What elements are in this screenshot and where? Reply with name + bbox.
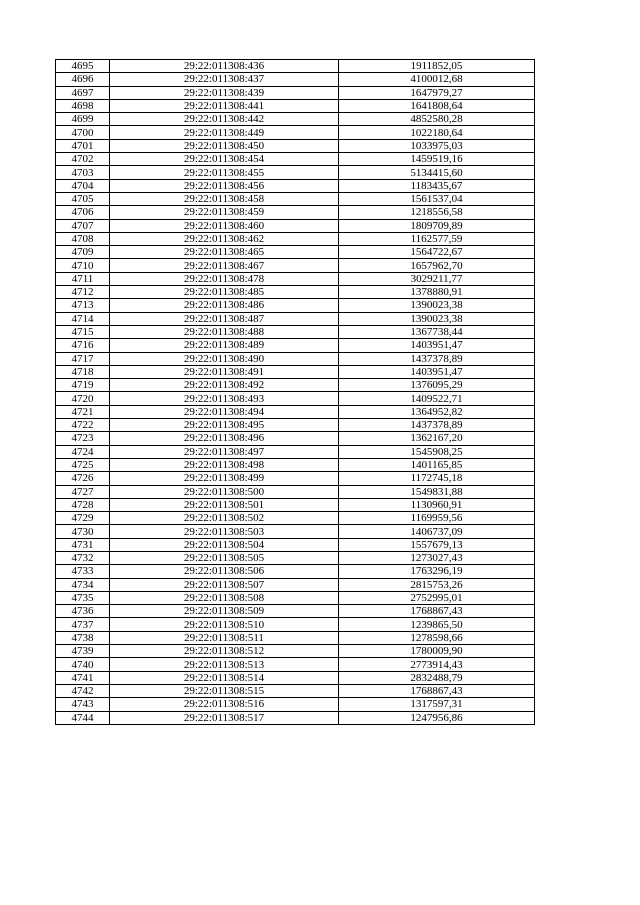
value-cell: 1657962,70	[339, 259, 535, 272]
value-cell: 1564722,67	[339, 246, 535, 259]
cadastral-number-cell: 29:22:011308:467	[110, 259, 339, 272]
table-row	[56, 192, 535, 205]
table-row	[56, 538, 535, 551]
table-row	[56, 684, 535, 697]
cadastral-number-cell: 29:22:011308:465	[110, 246, 339, 259]
cadastral-number-cell: 29:22:011308:517	[110, 711, 339, 724]
table-row	[56, 472, 535, 485]
cadastral-number-cell: 29:22:011308:511	[110, 631, 339, 644]
cadastral-number-cell: 29:22:011308:449	[110, 126, 339, 139]
row-number-cell: 4711	[56, 272, 110, 285]
row-number-cell: 4701	[56, 139, 110, 152]
row-number-cell: 4712	[56, 286, 110, 299]
value-cell: 1459519,16	[339, 153, 535, 166]
row-number-cell: 4735	[56, 591, 110, 604]
row-number-cell: 4723	[56, 432, 110, 445]
value-cell: 1390023,38	[339, 299, 535, 312]
table-row	[56, 86, 535, 99]
value-cell: 1768867,43	[339, 684, 535, 697]
cadastral-number-cell: 29:22:011308:502	[110, 512, 339, 525]
value-cell: 1130960,91	[339, 498, 535, 511]
cadastral-number-cell: 29:22:011308:497	[110, 445, 339, 458]
value-cell: 5134415,60	[339, 166, 535, 179]
value-cell: 1641808,64	[339, 99, 535, 112]
row-number-cell: 4744	[56, 711, 110, 724]
cadastral-number-cell: 29:22:011308:441	[110, 99, 339, 112]
value-cell: 1768867,43	[339, 605, 535, 618]
value-cell: 1033975,03	[339, 139, 535, 152]
value-cell: 1378880,91	[339, 286, 535, 299]
cadastral-number-cell: 29:22:011308:436	[110, 60, 339, 73]
table-row	[56, 339, 535, 352]
row-number-cell: 4733	[56, 565, 110, 578]
row-number-cell: 4704	[56, 179, 110, 192]
cadastral-number-cell: 29:22:011308:510	[110, 618, 339, 631]
cadastral-number-cell: 29:22:011308:490	[110, 352, 339, 365]
cadastral-number-cell: 29:22:011308:478	[110, 272, 339, 285]
row-number-cell: 4731	[56, 538, 110, 551]
table-row	[56, 365, 535, 378]
value-cell: 1317597,31	[339, 698, 535, 711]
row-number-cell: 4714	[56, 312, 110, 325]
row-number-cell: 4743	[56, 698, 110, 711]
table-row	[56, 591, 535, 604]
row-number-cell: 4709	[56, 246, 110, 259]
row-number-cell: 4697	[56, 86, 110, 99]
value-cell: 4100012,68	[339, 73, 535, 86]
row-number-cell: 4727	[56, 485, 110, 498]
value-cell: 1403951,47	[339, 365, 535, 378]
cadastral-number-cell: 29:22:011308:450	[110, 139, 339, 152]
value-cell: 1557679,13	[339, 538, 535, 551]
table-row	[56, 139, 535, 152]
table-row	[56, 299, 535, 312]
table-row	[56, 232, 535, 245]
row-number-cell: 4722	[56, 419, 110, 432]
cadastral-number-cell: 29:22:011308:509	[110, 605, 339, 618]
cadastral-number-cell: 29:22:011308:513	[110, 658, 339, 671]
row-number-cell: 4702	[56, 153, 110, 166]
value-cell: 1401165,85	[339, 458, 535, 471]
row-number-cell: 4706	[56, 206, 110, 219]
value-cell: 1278598,66	[339, 631, 535, 644]
value-cell: 1390023,38	[339, 312, 535, 325]
cadastral-number-cell: 29:22:011308:506	[110, 565, 339, 578]
value-cell: 1218556,58	[339, 206, 535, 219]
cadastral-number-cell: 29:22:011308:455	[110, 166, 339, 179]
table-row	[56, 445, 535, 458]
row-number-cell: 4728	[56, 498, 110, 511]
table-row	[56, 206, 535, 219]
value-cell: 2752995,01	[339, 591, 535, 604]
cadastral-number-cell: 29:22:011308:439	[110, 86, 339, 99]
value-cell: 1406737,09	[339, 525, 535, 538]
table-row	[56, 219, 535, 232]
value-cell: 3029211,77	[339, 272, 535, 285]
row-number-cell: 4741	[56, 671, 110, 684]
value-cell: 4852580,28	[339, 113, 535, 126]
table-row	[56, 179, 535, 192]
table-row	[56, 618, 535, 631]
table-row	[56, 645, 535, 658]
table-row	[56, 458, 535, 471]
value-cell: 2832488,79	[339, 671, 535, 684]
cadastral-number-cell: 29:22:011308:442	[110, 113, 339, 126]
cadastral-number-cell: 29:22:011308:499	[110, 472, 339, 485]
table-row	[56, 325, 535, 338]
table-row	[56, 392, 535, 405]
row-number-cell: 4699	[56, 113, 110, 126]
value-cell: 1437378,89	[339, 419, 535, 432]
cadastral-number-cell: 29:22:011308:496	[110, 432, 339, 445]
cadastral-number-cell: 29:22:011308:454	[110, 153, 339, 166]
value-cell: 1162577,59	[339, 232, 535, 245]
row-number-cell: 4736	[56, 605, 110, 618]
table-row	[56, 246, 535, 259]
value-cell: 1809709,89	[339, 219, 535, 232]
table-row	[56, 698, 535, 711]
table-row	[56, 113, 535, 126]
cadastral-number-cell: 29:22:011308:488	[110, 325, 339, 338]
cadastral-number-cell: 29:22:011308:515	[110, 684, 339, 697]
table-row	[56, 379, 535, 392]
row-number-cell: 4721	[56, 405, 110, 418]
cadastral-number-cell: 29:22:011308:494	[110, 405, 339, 418]
value-cell: 1561537,04	[339, 192, 535, 205]
row-number-cell: 4707	[56, 219, 110, 232]
cadastral-number-cell: 29:22:011308:514	[110, 671, 339, 684]
table-row	[56, 99, 535, 112]
value-cell: 1367738,44	[339, 325, 535, 338]
value-cell: 1403951,47	[339, 339, 535, 352]
value-cell: 1239865,50	[339, 618, 535, 631]
row-number-cell: 4705	[56, 192, 110, 205]
row-number-cell: 4732	[56, 551, 110, 564]
row-number-cell: 4695	[56, 60, 110, 73]
cadastral-number-cell: 29:22:011308:498	[110, 458, 339, 471]
data-table	[55, 59, 535, 725]
cadastral-number-cell: 29:22:011308:505	[110, 551, 339, 564]
cadastral-number-cell: 29:22:011308:501	[110, 498, 339, 511]
table-row	[56, 272, 535, 285]
cadastral-number-cell: 29:22:011308:485	[110, 286, 339, 299]
value-cell: 1362167,20	[339, 432, 535, 445]
cadastral-number-cell: 29:22:011308:516	[110, 698, 339, 711]
cadastral-number-cell: 29:22:011308:437	[110, 73, 339, 86]
table-row	[56, 498, 535, 511]
row-number-cell: 4737	[56, 618, 110, 631]
row-number-cell: 4715	[56, 325, 110, 338]
cadastral-number-cell: 29:22:011308:492	[110, 379, 339, 392]
value-cell: 2773914,43	[339, 658, 535, 671]
table-row	[56, 711, 535, 724]
table-row	[56, 551, 535, 564]
row-number-cell: 4730	[56, 525, 110, 538]
row-number-cell: 4740	[56, 658, 110, 671]
table-row	[56, 671, 535, 684]
value-cell: 1911852,05	[339, 60, 535, 73]
row-number-cell: 4710	[56, 259, 110, 272]
value-cell: 1364952,82	[339, 405, 535, 418]
row-number-cell: 4703	[56, 166, 110, 179]
row-number-cell: 4738	[56, 631, 110, 644]
value-cell: 1183435,67	[339, 179, 535, 192]
table-row	[56, 578, 535, 591]
table-row	[56, 166, 535, 179]
cadastral-number-cell: 29:22:011308:507	[110, 578, 339, 591]
cadastral-number-cell: 29:22:011308:456	[110, 179, 339, 192]
table-row	[56, 312, 535, 325]
row-number-cell: 4726	[56, 472, 110, 485]
cadastral-number-cell: 29:22:011308:487	[110, 312, 339, 325]
cadastral-number-cell: 29:22:011308:500	[110, 485, 339, 498]
cadastral-number-cell: 29:22:011308:459	[110, 206, 339, 219]
table-row	[56, 153, 535, 166]
value-cell: 1763296,19	[339, 565, 535, 578]
row-number-cell: 4717	[56, 352, 110, 365]
table-row	[56, 259, 535, 272]
row-number-cell: 4724	[56, 445, 110, 458]
table-row	[56, 525, 535, 538]
cadastral-number-cell: 29:22:011308:493	[110, 392, 339, 405]
row-number-cell: 4718	[56, 365, 110, 378]
table-row	[56, 73, 535, 86]
value-cell: 1247956,86	[339, 711, 535, 724]
cadastral-number-cell: 29:22:011308:489	[110, 339, 339, 352]
table-body	[56, 60, 535, 725]
cadastral-number-cell: 29:22:011308:491	[110, 365, 339, 378]
table-row	[56, 432, 535, 445]
row-number-cell: 4742	[56, 684, 110, 697]
table-row	[56, 286, 535, 299]
cadastral-number-cell: 29:22:011308:504	[110, 538, 339, 551]
cadastral-number-cell: 29:22:011308:512	[110, 645, 339, 658]
table-row	[56, 352, 535, 365]
cadastral-number-cell: 29:22:011308:503	[110, 525, 339, 538]
table-row	[56, 512, 535, 525]
row-number-cell: 4719	[56, 379, 110, 392]
value-cell: 1545908,25	[339, 445, 535, 458]
table-row	[56, 605, 535, 618]
cadastral-number-cell: 29:22:011308:495	[110, 419, 339, 432]
table-row	[56, 565, 535, 578]
cadastral-number-cell: 29:22:011308:458	[110, 192, 339, 205]
value-cell: 1022180,64	[339, 126, 535, 139]
table-row	[56, 631, 535, 644]
table-row	[56, 405, 535, 418]
row-number-cell: 4739	[56, 645, 110, 658]
row-number-cell: 4725	[56, 458, 110, 471]
value-cell: 1409522,71	[339, 392, 535, 405]
cadastral-number-cell: 29:22:011308:460	[110, 219, 339, 232]
row-number-cell: 4729	[56, 512, 110, 525]
table-row	[56, 419, 535, 432]
row-number-cell: 4708	[56, 232, 110, 245]
row-number-cell: 4700	[56, 126, 110, 139]
cadastral-number-cell: 29:22:011308:462	[110, 232, 339, 245]
value-cell: 1169959,56	[339, 512, 535, 525]
row-number-cell: 4698	[56, 99, 110, 112]
value-cell: 1780009,90	[339, 645, 535, 658]
table-row	[56, 658, 535, 671]
value-cell: 1172745,18	[339, 472, 535, 485]
value-cell: 1549831,88	[339, 485, 535, 498]
table-row	[56, 126, 535, 139]
value-cell: 1647979,27	[339, 86, 535, 99]
row-number-cell: 4696	[56, 73, 110, 86]
value-cell: 1437378,89	[339, 352, 535, 365]
cadastral-number-cell: 29:22:011308:508	[110, 591, 339, 604]
table-row	[56, 60, 535, 73]
value-cell: 2815753,26	[339, 578, 535, 591]
value-cell: 1376095,29	[339, 379, 535, 392]
table-row	[56, 485, 535, 498]
cadastral-number-cell: 29:22:011308:486	[110, 299, 339, 312]
row-number-cell: 4734	[56, 578, 110, 591]
value-cell: 1273027,43	[339, 551, 535, 564]
row-number-cell: 4713	[56, 299, 110, 312]
row-number-cell: 4720	[56, 392, 110, 405]
row-number-cell: 4716	[56, 339, 110, 352]
